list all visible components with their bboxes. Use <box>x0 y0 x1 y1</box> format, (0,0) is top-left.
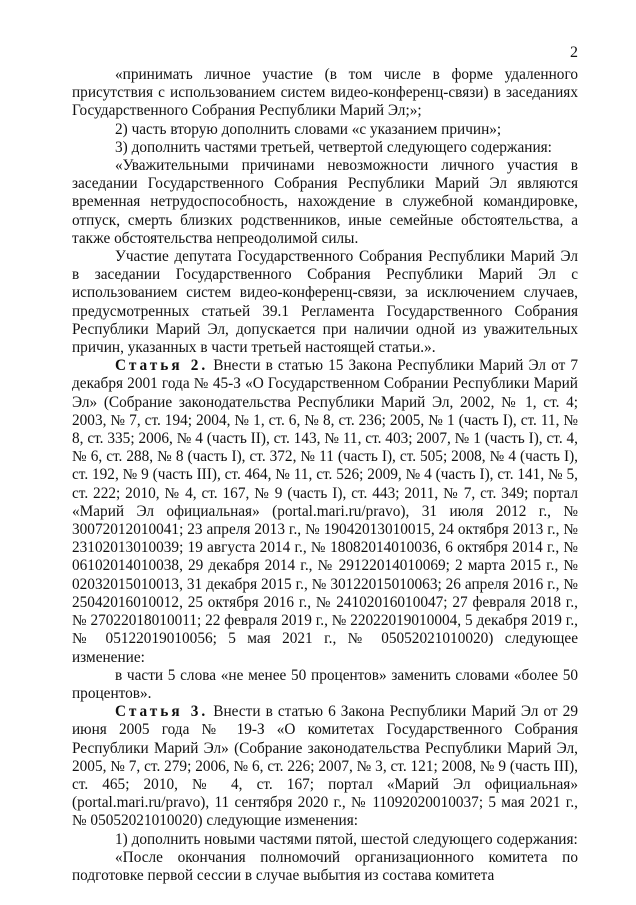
paragraph: Участие депутата Государственного Собрания Республики Марий Эл в заседании Государственного Собрания Республики Марий Эл с использованием систем видео-конференц-связи, за исключением случаев, предусмотренных статьей 39.1 Регламента Государственного Собрания Республики Марий Эл, допускается при наличии одной из уважительных причин, указанных в части третьей настоящей статьи.». <box>72 248 578 357</box>
article-2-paragraph <box>72 357 578 666</box>
paragraph: 3) дополнить частями третьей, четвертой следующего содержания: <box>115 138 552 156</box>
paragraph: в части 5 слова «не менее 50 процентов» заменить словами «более 50 процентов». <box>72 666 578 702</box>
paragraph: «принимать личное участие (в том числе в форме удаленного присутствия с использованием систем видео-конференц-связи) в заседаниях Государственного Собрания Республики Марий Эл;»; <box>72 66 578 120</box>
article-heading: Статья 2. <box>115 357 209 375</box>
document-body <box>72 66 578 885</box>
article-text: Внести в статью 15 Закона Республики Марий Эл от 7 декабря 2001 года № 45-З «О Государственном Собрании Республики Марий Эл» (Собрание законодательства Республики Марий Эл, 2002, № 1, ст. 4; 2003, № 7, ст. 194; 2004, № 1, ст. 6, № 8, ст. 236; 2005, № 1 (часть I), ст. 11, № 8, ст. 335; 2006, № 4 (часть II), ст. 143, № 11, ст. 403; 2007, № 1 (часть I), ст. 4, № 6, ст. 288, № 8 (часть I), ст. 372, № 11 (часть I), ст. 505; 2008, № 4 (часть I), ст. 192, № 9 (часть III), ст. 464, № 11, ст. 526; 2009, № 4 (часть I), ст. 141, № 5, ст. 222; 2010, № 4, ст. 167, № 9 (часть I), ст. 443; 2011, № 7, ст. 349; портал «Марий Эл официальная» (portal.mari.ru/pravo), 31 июля 2012 г., № 30072012010041; 23 апреля 2013 г., № 19042013010015, 24 октября 2013 г., № 23102013010039; 19 августа 2014 г., № 18082014010036, 6 октября 2014 г., № 06102014010038, 29 декабря 2014 г., № 29122014010069; 2 марта 2015 г., № 02032015010013, 31 декабря 2015 г., № 30122015010063; 26 апреля 2016 г., № 25042016010012, 25 октября 2016 г., № 24102016010047; 27 февраля 2018 г., № 27022018010011; 22 февраля 2019 г., № 22022019010004, 5 декабря 2019 г., № 05122019010056; 5 мая 2021 г., № 05052021010020) следующее изменение: <box>72 357 578 666</box>
paragraph: 1) дополнить новыми частями пятой, шестой следующего содержания: <box>115 830 578 848</box>
paragraph: «Уважительными причинами невозможности личного участия в заседании Государственного Собрания Республики Марий Эл являются временная нетрудоспособность, нахождение в служебной командировке, отпуск, смерть близких родственников, иные семейные обстоятельства, а также обстоятельства непреодолимой силы. <box>72 157 578 247</box>
article-3-paragraph <box>72 703 578 830</box>
paragraph: 2) часть вторую дополнить словами «с указанием причин»; <box>115 120 502 138</box>
article-heading: Статья 3. <box>115 703 209 721</box>
paragraph: «После окончания полномочий организационного комитета по подготовке первой сессии в случае выбытия из состава комитета <box>72 848 578 884</box>
article-text: Внести в статью 6 Закона Республики Марий Эл от 29 июня 2005 года № 19-З «О комитетах Государственного Собрания Республики Марий Эл» (Собрание законодательства Республики Марий Эл, 2005, № 7, ст. 279; 2006, № 6, ст. 226; 2007, № 3, ст. 121; 2008, № 9 (часть III), ст. 465; 2010, № 4, ст. 167; портал «Марий Эл официальная» (portal.mari.ru/pravo), 11 сентября 2020 г., № 11092020010037; 5 мая 2021 г., № 05052021010020) следующие изменения: <box>72 703 578 830</box>
page-number: 2 <box>570 44 578 61</box>
